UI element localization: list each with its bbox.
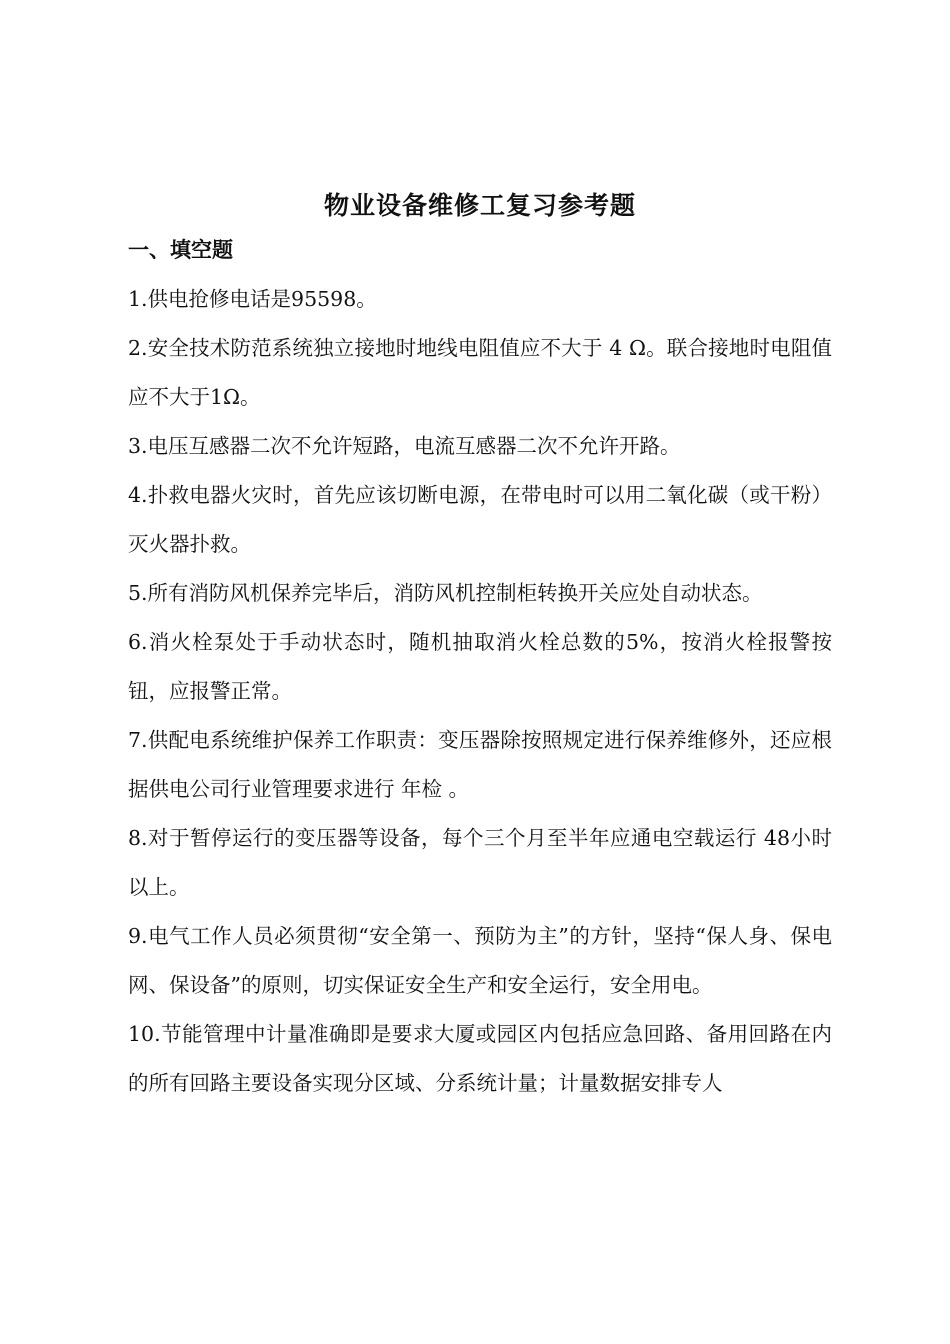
question-item-6: 6.消火栓泵处于手动状态时，随机抽取消火栓总数的5%，按消火栓报警按钮，应报警正常。 [128, 630, 832, 703]
question-item-4: 4.扑救电器火灾时，首先应该切断电源，在带电时可以用二氧化碳（或干粉）灭火器扑救。 [128, 483, 832, 556]
question-item-9: 9.电气工作人员必须贯彻“安全第一、预防为主”的方针，坚持“保人身、保电网、保设备”的原则，切实保证安全生产和安全运行，安全用电。 [128, 924, 832, 997]
section-heading: 一、填空题 [128, 238, 233, 262]
question-item-7: 7.供配电系统维护保养工作职责：变压器除按照规定进行保养维修外，还应根据供电公司行业管理要求进行 年检 。 [128, 728, 832, 801]
question-item-8: 8.对于暂停运行的变压器等设备，每个三个月至半年应通电空载运行 48小时以上。 [128, 826, 832, 899]
question-item-3: 3.电压互感器二次不允许短路，电流互感器二次不允许开路。 [128, 434, 681, 458]
question-item-10: 10.节能管理中计量准确即是要求大厦或园区内包括应急回路、备用回路在内的所有回路主要设备实现分区域、分系统计量；计量数据安排专人 [128, 1022, 832, 1095]
document-title: 物业设备维修工复习参考题 [323, 191, 636, 220]
question-list [128, 275, 832, 1108]
question-item-1: 1.供电抢修电话是95598。 [128, 287, 377, 311]
question-item-5: 5.所有消防风机保养完毕后，消防风机控制柜转换开关应处自动状态。 [128, 581, 763, 605]
question-item-2: 2.安全技术防范系统独立接地时地线电阻值应不大于 4 Ω。联合接地时电阻值应不大于1Ω。 [128, 336, 832, 409]
